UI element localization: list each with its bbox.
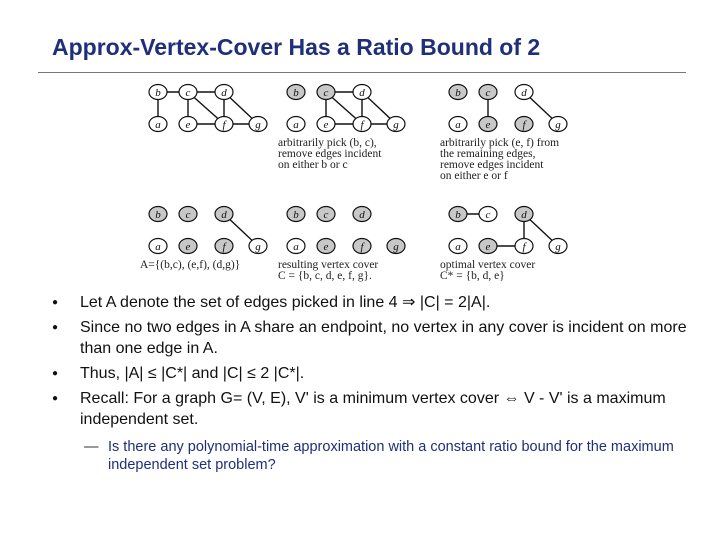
vertex-label: g xyxy=(555,119,561,131)
vertex-label: d xyxy=(521,87,527,99)
vertex-label: c xyxy=(485,87,491,99)
vertex-label: f xyxy=(360,119,364,131)
panel-caption: A={(b,c), (e,f), (d,g)} xyxy=(140,259,241,271)
panel-caption: C = {b, c, d, e, f, g}. xyxy=(278,270,372,282)
vertex-label: f xyxy=(522,119,526,131)
sub-bullet-marker: — xyxy=(84,439,99,455)
vertex-label: b xyxy=(155,87,161,99)
bullet-list xyxy=(52,292,692,478)
panel-caption: C* = {b, d, e} xyxy=(440,270,505,282)
vertex-label: g xyxy=(255,119,261,131)
vertex-label: e xyxy=(323,241,329,253)
bullet-text: Let A denote the set of edges picked in line 4 ⇒ |C| = 2|A|. xyxy=(80,294,491,311)
bullet-item xyxy=(52,388,692,474)
vertex-label: f xyxy=(522,241,526,253)
vertex-label: f xyxy=(360,241,364,253)
slide-title: Approx-Vertex-Cover Has a Ratio Bound of 2 xyxy=(52,34,541,60)
sub-bullet-text: Is there any polynomial-time approximation with a constant ratio bound for the maximum independent set problem? xyxy=(108,439,674,473)
vertex-label: g xyxy=(393,241,399,253)
bullet-marker: ● xyxy=(52,393,59,404)
vertex-label: a xyxy=(293,119,299,131)
vertex-label: e xyxy=(485,241,491,253)
panel-caption: remove edges incident xyxy=(278,148,382,160)
vertex-label: e xyxy=(323,119,329,131)
vertex-label: g xyxy=(255,241,261,253)
bullet-marker: ● xyxy=(52,368,59,379)
vertex-label: e xyxy=(185,119,191,131)
vertex-label: c xyxy=(185,87,191,99)
bullet-item xyxy=(52,292,692,313)
vertex-label: a xyxy=(455,241,461,253)
vertex-label: f xyxy=(222,119,226,131)
bullet-text: Thus, |A| ≤ |C*| and |C| ≤ 2 |C*|. xyxy=(80,365,305,382)
vertex-label: a xyxy=(155,241,161,253)
vertex-label: d xyxy=(221,87,227,99)
bullet-marker: ● xyxy=(52,322,59,333)
vertex-label: b xyxy=(455,209,461,221)
panel-caption: arbitrarily pick (b, c), xyxy=(278,137,377,149)
sub-bullet-list xyxy=(80,438,692,474)
vertex-label: e xyxy=(485,119,491,131)
vertex-label: b xyxy=(293,87,299,99)
vertex-label: a xyxy=(293,241,299,253)
sub-bullet-item xyxy=(80,438,692,474)
vertex-label: b xyxy=(455,87,461,99)
panel-caption: resulting vertex cover xyxy=(278,259,379,271)
panel-caption: on either e or f xyxy=(440,170,508,182)
panel-caption: optimal vertex cover xyxy=(440,259,536,271)
vertex-label: e xyxy=(185,241,191,253)
bullet-item xyxy=(52,363,692,384)
vertex-label: d xyxy=(521,209,527,221)
bullet-text: Since no two edges in A share an endpoint, no vertex in any cover is incident on more than one edge in A. xyxy=(80,319,687,357)
vertex-label: f xyxy=(222,241,226,253)
vertex-label: b xyxy=(155,209,161,221)
vertex-label: d xyxy=(359,209,365,221)
panel-caption: on either b or c xyxy=(278,159,348,171)
vertex-label: c xyxy=(323,87,329,99)
vertex-label: g xyxy=(393,119,399,131)
vertex-label: d xyxy=(359,87,365,99)
vertex-label: d xyxy=(221,209,227,221)
vertex-label: a xyxy=(155,119,161,131)
panel-caption: remove edges incident xyxy=(440,159,544,171)
bullet-text: Recall: For a graph G= (V, E), V' is a minimum vertex cover ⇔ V - V' is a maximum independent set. xyxy=(80,390,666,428)
bullet-marker: ● xyxy=(52,297,59,308)
vertex-label: c xyxy=(185,209,191,221)
vertex-label: g xyxy=(555,241,561,253)
panel-caption: the remaining edges, xyxy=(440,148,536,160)
vertex-label: b xyxy=(293,209,299,221)
vertex-label: c xyxy=(485,209,491,221)
panel-caption: arbitrarily pick (e, f) from xyxy=(440,137,560,149)
vertex-label: a xyxy=(455,119,461,131)
vertex-label: c xyxy=(323,209,329,221)
bullet-item xyxy=(52,317,692,359)
